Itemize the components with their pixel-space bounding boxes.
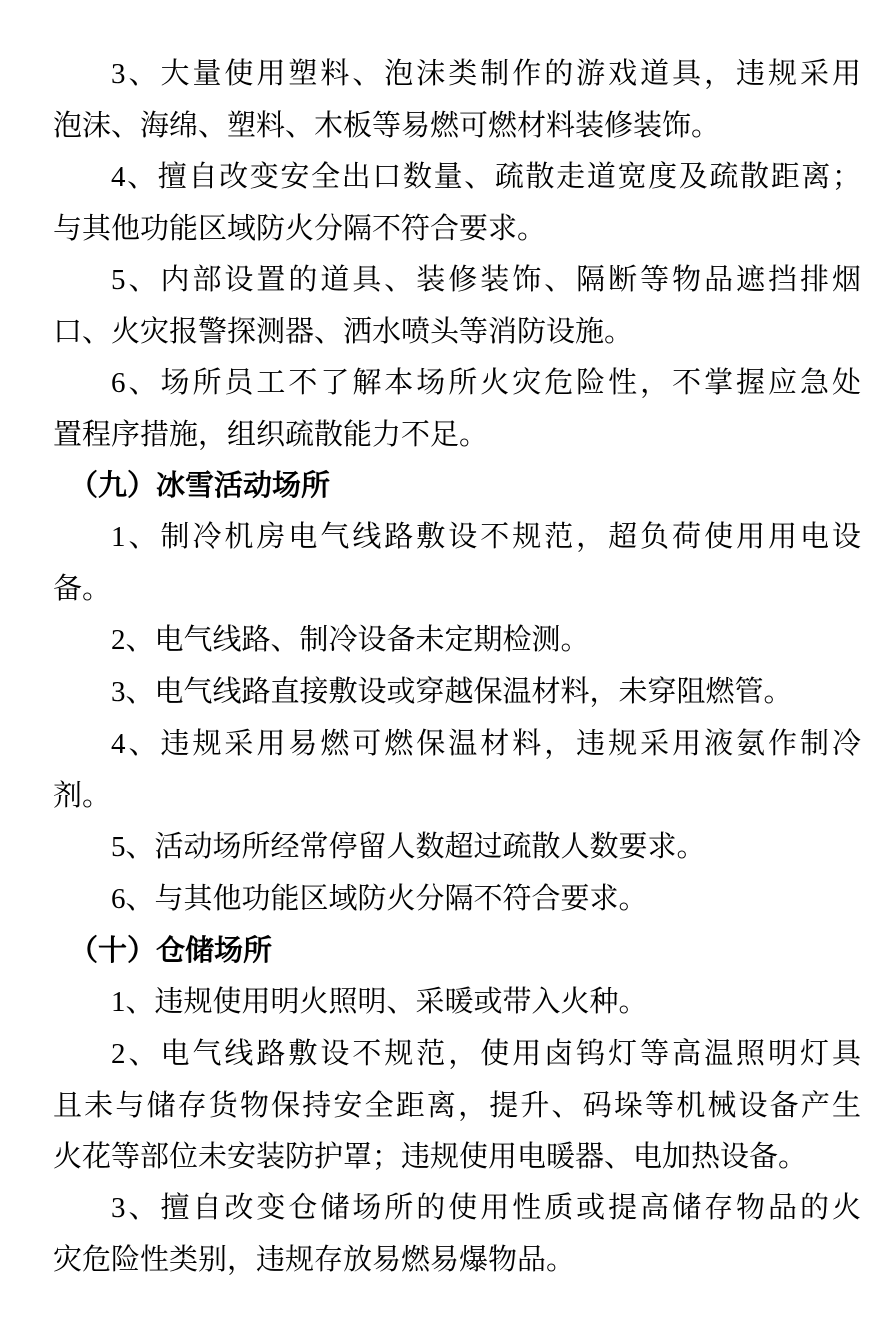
item-number: 5、: [111, 831, 155, 863]
text-line: [53, 976, 861, 1028]
item-number: 3、: [111, 676, 155, 708]
list-item: [53, 511, 861, 614]
list-item: [53, 718, 861, 821]
item-number: 3、: [111, 58, 161, 90]
item-number: 1、: [111, 521, 161, 553]
item-number: 2、: [111, 624, 155, 656]
line-text: 备。: [53, 571, 112, 605]
list-item: [53, 976, 861, 1028]
line-text: 口、火灾报警探测器、洒水喷头等消防设施。: [53, 314, 634, 348]
line-text: 置程序措施，组织疏散能力不足。: [53, 417, 489, 451]
list-item: [53, 151, 861, 254]
item-number: 2、: [111, 1038, 161, 1070]
line-text: 违规使用明火照明、采暖或带入火种。: [154, 984, 648, 1018]
text-line: [53, 770, 861, 821]
text-line: [53, 254, 861, 306]
list-item: [53, 873, 861, 925]
text-line: [53, 563, 861, 614]
line-text: 与其他功能区域防火分隔不符合要求。: [53, 211, 547, 245]
text-line: [53, 203, 861, 254]
item-number: 1、: [111, 986, 155, 1018]
line-text: 活动场所经常停留人数超过疏散人数要求。: [154, 829, 706, 863]
line-text: 违规采用易燃可燃保温材料，违规采用液氨作制冷: [160, 726, 861, 760]
line-text: 泡沫、海绵、塑料、木板等易燃可燃材料装修装饰。: [53, 108, 721, 142]
line-text: （十）仓储场所: [68, 933, 272, 967]
text-line: [53, 1028, 861, 1080]
line-text: 与其他功能区域防火分隔不符合要求。: [154, 881, 648, 915]
text-line: [53, 511, 861, 563]
text-line: [53, 1182, 861, 1234]
item-number: 5、: [111, 264, 161, 296]
line-text: 电气线路敷设不规范，使用卤钨灯等高温照明灯具: [160, 1036, 861, 1070]
item-number: 6、: [111, 367, 161, 399]
text-line: [53, 1234, 861, 1285]
list-item: [53, 1028, 861, 1182]
text-line: [53, 925, 861, 976]
list-item: [53, 614, 861, 666]
section-heading: [53, 925, 861, 976]
line-text: 大量使用塑料、泡沫类制作的游戏道具，违规采用: [160, 56, 861, 90]
line-text: 擅自改变安全出口数量、疏散走道宽度及疏散距离；: [157, 159, 861, 193]
line-text: 火花等部位未安装防护罩；违规使用电暖器、电加热设备。: [53, 1139, 808, 1173]
line-text: （九）冰雪活动场所: [68, 468, 330, 502]
text-line: [53, 357, 861, 409]
text-line: [53, 873, 861, 925]
text-line: [53, 1080, 861, 1131]
list-item: [53, 666, 861, 718]
item-number: 4、: [111, 728, 161, 760]
item-number: 4、: [111, 161, 158, 193]
list-item: [53, 254, 861, 357]
text-line: [53, 48, 861, 100]
item-number: 6、: [111, 883, 155, 915]
text-line: [53, 821, 861, 873]
line-text: 剂。: [53, 778, 112, 812]
list-item: [53, 1182, 861, 1285]
document-content: [53, 48, 861, 1285]
line-text: 场所员工不了解本场所火灾危险性，不掌握应急处: [160, 365, 861, 399]
text-line: [53, 666, 861, 718]
line-text: 灾危险性类别，违规存放易燃易爆物品。: [53, 1242, 576, 1276]
text-line: [53, 614, 861, 666]
text-line: [53, 151, 861, 203]
text-line: [53, 1131, 861, 1182]
text-line: [53, 718, 861, 770]
list-item: [53, 357, 861, 460]
text-line: [53, 100, 861, 151]
line-text: 电气线路、制冷设备未定期检测。: [154, 622, 590, 656]
line-text: 制冷机房电气线路敷设不规范，超负荷使用用电设: [160, 519, 861, 553]
list-item: [53, 48, 861, 151]
list-item: [53, 821, 861, 873]
text-line: [53, 460, 861, 511]
text-line: [53, 306, 861, 357]
line-text: 且未与储存货物保持安全距离，提升、码垛等机械设备产生: [53, 1088, 861, 1122]
line-text: 擅自改变仓储场所的使用性质或提高储存物品的火: [160, 1190, 861, 1224]
text-line: [53, 409, 861, 460]
line-text: 电气线路直接敷设或穿越保温材料，未穿阻燃管。: [154, 674, 793, 708]
section-heading: [53, 460, 861, 511]
item-number: 3、: [111, 1192, 161, 1224]
line-text: 内部设置的道具、装修装饰、隔断等物品遮挡排烟: [160, 262, 861, 296]
